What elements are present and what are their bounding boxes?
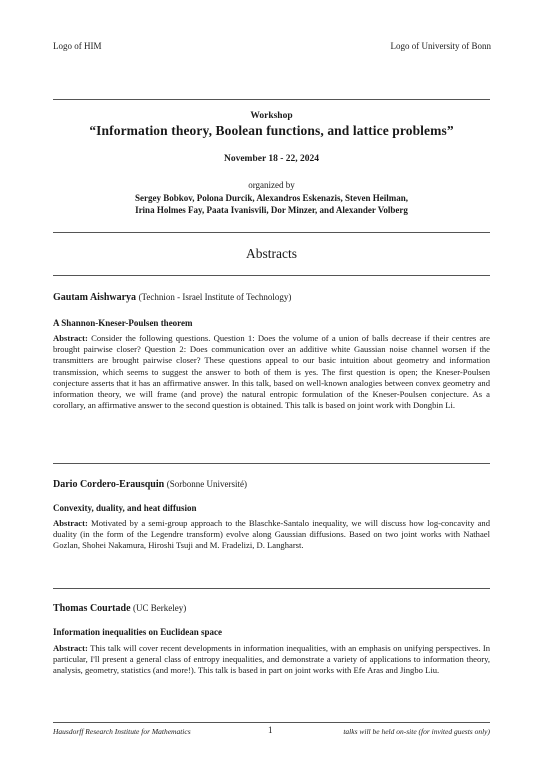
abstract-text: Motivated by a semi-group approach to the Blaschke-Santalo inequality, we will discuss how log-concavity and duality (in the form of the Legendre transform) evolve along Gaussian diffusions. Based on two joint works with Nathael Gozlan, Shohei Nakamura, Hiroshi Tsuji and M. Fradelizi, D. Langharst. [53,518,490,551]
abstract-label: Abstract: [53,518,88,528]
abstract-text: Consider the following questions. Question 1: Does the volume of a union of balls decrease if their centres are brought pairwise closer? Question 2: Does communication over an additive white Gaussian noise channel worsen if the transmitters are brought pairwise closer? These questions appeal to our basic intuition about geometry and information transmission, which seems to suggest the answer to both of them is yes. The first question is open; the Kneser-Poulsen conjecture asserts that it has an affirmative answer. In this talk, based on well-known analogies between convex geometry and information theory, we will frame (and prove) the natural entropic formulation of the Kneser-Poulsen conjecture. As a corollary, an affirmative answer to the second question is obtained. This talk is based on joint work with Dongbin Li. [53,333,490,411]
talk-1-speaker [53,292,490,303]
organizers-line-1: Sergey Bobkov, Polona Durcik, Alexandros Eskenazis, Steven Heilman, [135,193,408,203]
speaker-affiliation: (Sorbonne Université) [166,479,247,489]
talk-1-title: A Shannon-Kneser-Poulsen theorem [53,318,193,328]
workshop-dates: November 18 - 22, 2024 [223,154,320,164]
footer-note: talks will be held on-site (for invited guests only) [343,727,490,736]
bonn-logo-placeholder: Logo of University of Bonn [390,41,491,51]
talk-3-speaker [53,603,490,614]
workshop-title: “Information theory, Boolean functions, and lattice problems” [89,123,454,138]
workshop-label: Workshop [250,111,293,121]
page-number: 1 [268,725,273,735]
talk-3-abstract [53,643,490,677]
organizers [53,192,490,216]
talk-2-divider [53,588,490,589]
talk-2-speaker [53,479,490,490]
organizers-divider [53,232,490,233]
abstracts-divider [53,275,490,276]
talk-1-divider [53,463,490,464]
organizers-line-2: Irina Holmes Fay, Paata Ivanisvili, Dor Minzer, and Alexander Volberg [135,205,408,215]
speaker-name: Gautam Aishwarya [53,292,137,303]
abstract-label: Abstract: [53,333,88,343]
organized-by-label: organized by [248,180,295,190]
abstracts-heading: Abstracts [246,246,297,261]
abstract-text: This talk will cover recent developments in information inequalities, with an emphasis on unifying perspectives. In particular, I'll present a general class of entropy inequalities, and demonstrate a variety of applications to information theory, analysis, geometry, statistics (and more!). This talk is based in part on joint works with Efe Aras and Jingbo Liu. [53,643,490,676]
speaker-name: Thomas Courtade [53,603,131,614]
speaker-affiliation: (UC Berkeley) [133,603,187,613]
abstract-label: Abstract: [53,643,88,653]
him-logo-placeholder: Logo of HIM [53,41,102,51]
talk-2-abstract [53,518,490,552]
speaker-name: Dario Cordero-Erausquin [53,479,165,490]
talk-2-title: Convexity, duality, and heat diffusion [53,503,197,513]
top-divider [53,99,490,100]
talk-3-title: Information inequalities on Euclidean space [53,627,223,637]
footer-divider [53,722,490,723]
speaker-affiliation: (Technion - Israel Institute of Technology) [138,292,292,302]
footer-institute: Hausdorff Research Institute for Mathematics [53,727,191,736]
talk-1-abstract [53,333,490,411]
